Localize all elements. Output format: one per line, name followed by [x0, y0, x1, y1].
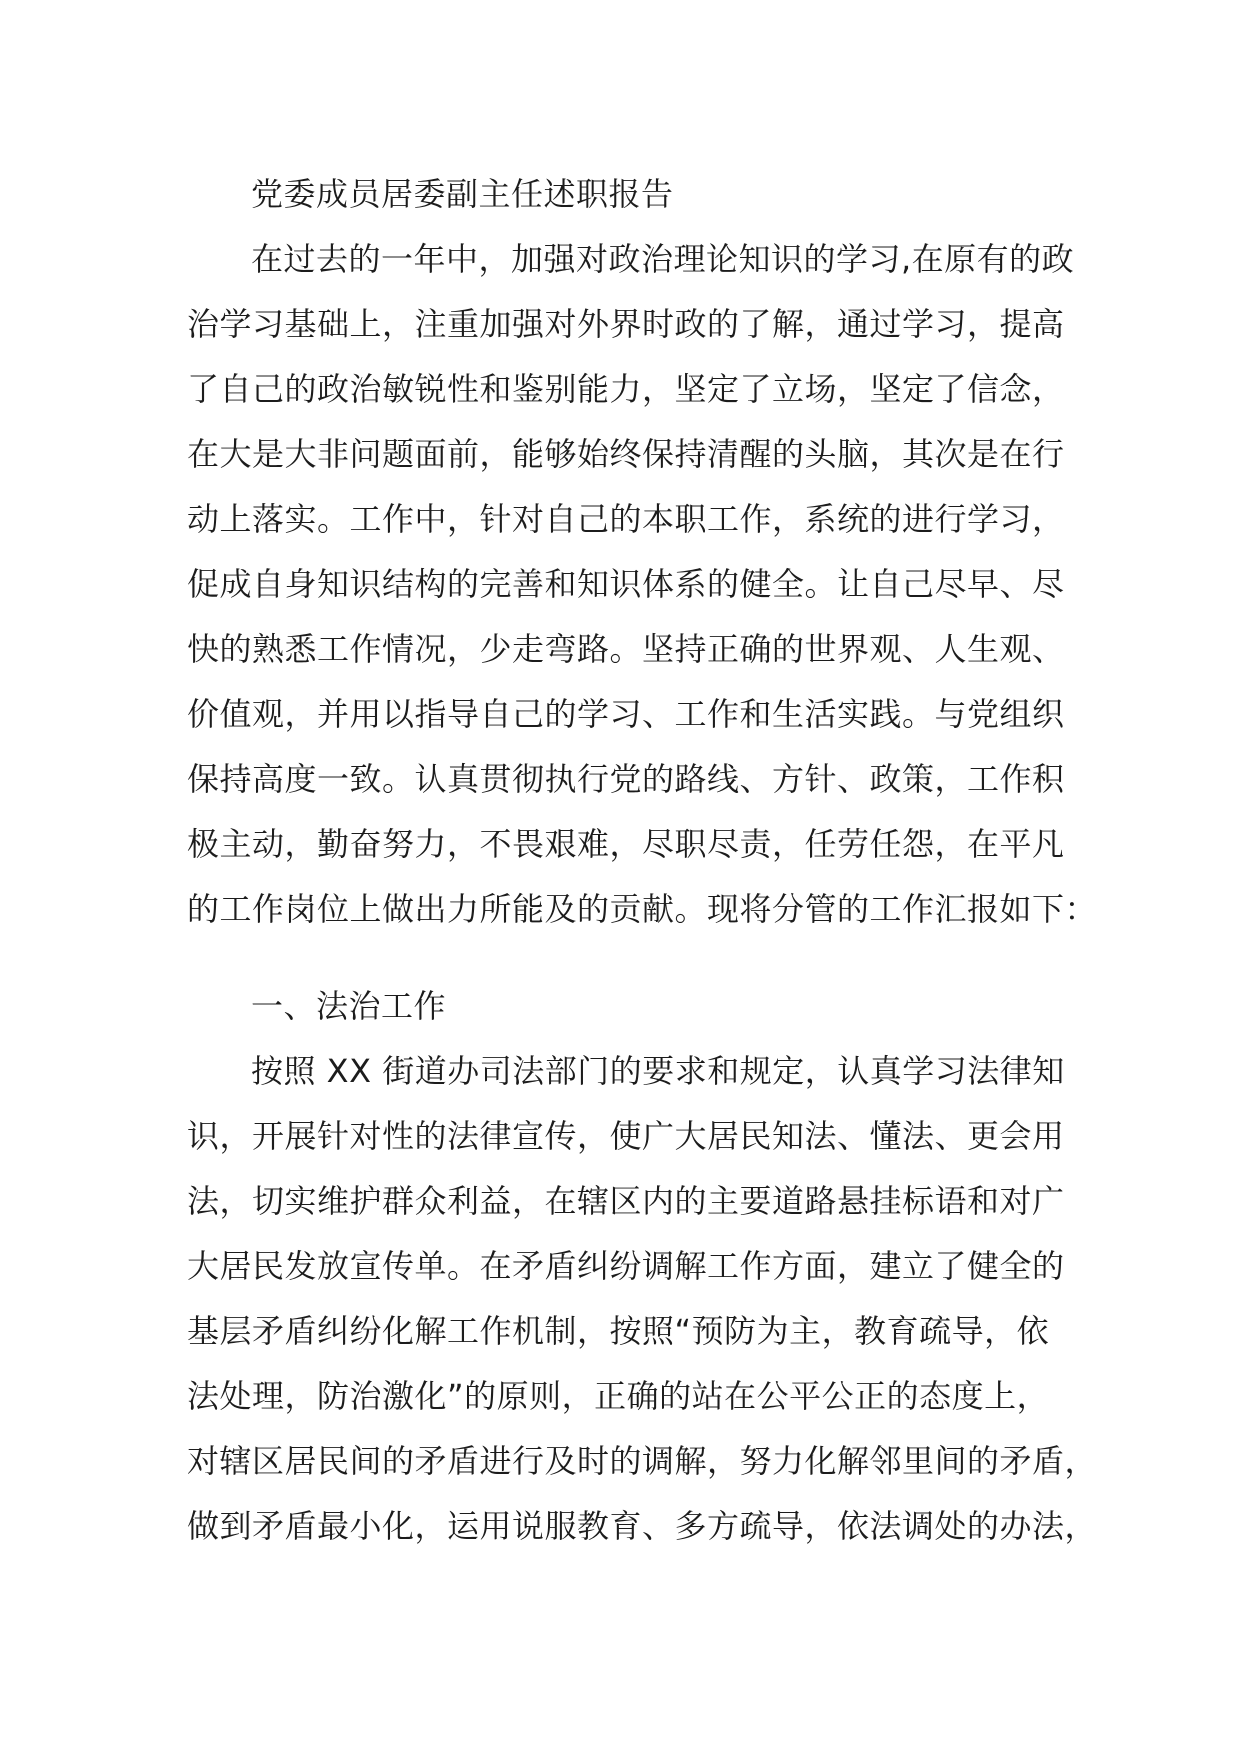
paragraph-line: 极主动，勤奋努力，不畏艰难，尽职尽责，任劳任怨，在平凡	[187, 825, 1065, 863]
paragraph-line: 价值观，并用以指导自己的学习、工作和生活实践。与党组织	[187, 695, 1065, 733]
paragraph-line: 了自己的政治敏锐性和鉴别能力，坚定了立场，坚定了信念，	[187, 370, 1065, 408]
paragraph-line: 基层矛盾纠纷化解工作机制，按照“预防为主，教育疏导，依	[187, 1312, 1050, 1350]
paragraph-line: 动上落实。工作中，针对自己的本职工作，系统的进行学习，	[187, 500, 1065, 538]
paragraph-line: 对辖区居民间的矛盾进行及时的调解，努力化解邻里间的矛盾，	[187, 1442, 1098, 1480]
paragraph-line: 在大是大非问题面前，能够始终保持清醒的头脑，其次是在行	[187, 435, 1065, 473]
section-heading: 一、法治工作	[251, 987, 447, 1025]
paragraph-line: 法，切实维护群众利益，在辖区内的主要道路悬挂标语和对广	[187, 1182, 1065, 1220]
paragraph-legal-work	[187, 1039, 1098, 1559]
paragraph-line: 保持高度一致。认真贯彻执行党的路线、方针、政策，工作积	[187, 760, 1065, 798]
paragraph-line: 在过去的一年中，加强对政治理论知识的学习,在原有的政	[251, 240, 1075, 278]
paragraph-line: 治学习基础上，注重加强对外界时政的了解，通过学习，提高	[187, 305, 1065, 343]
paragraph-line: 按照 XX 街道办司法部门的要求和规定，认真学习法律知	[251, 1052, 1065, 1090]
paragraph-line: 的工作岗位上做出力所能及的贡献。现将分管的工作汇报如下：	[187, 890, 1098, 928]
paragraph-line: 识，开展针对性的法律宣传，使广大居民知法、懂法、更会用	[187, 1117, 1065, 1155]
document-title: 党委成员居委副主任述职报告	[251, 175, 674, 213]
paragraph-line: 法处理，防治激化”的原则，正确的站在公平公正的态度上，	[187, 1377, 1050, 1415]
paragraph-line: 促成自身知识结构的完善和知识体系的健全。让自己尽早、尽	[187, 565, 1065, 603]
paragraph-line: 大居民发放宣传单。在矛盾纠纷调解工作方面，建立了健全的	[187, 1247, 1065, 1285]
document-body	[187, 162, 1098, 1559]
paragraph-intro	[187, 227, 1098, 942]
paragraph-line: 快的熟悉工作情况，少走弯路。坚持正确的世界观、人生观、	[187, 630, 1065, 668]
section-spacer	[187, 942, 1087, 974]
paragraph-line: 做到矛盾最小化，运用说服教育、多方疏导，依法调处的办法，	[187, 1507, 1098, 1545]
